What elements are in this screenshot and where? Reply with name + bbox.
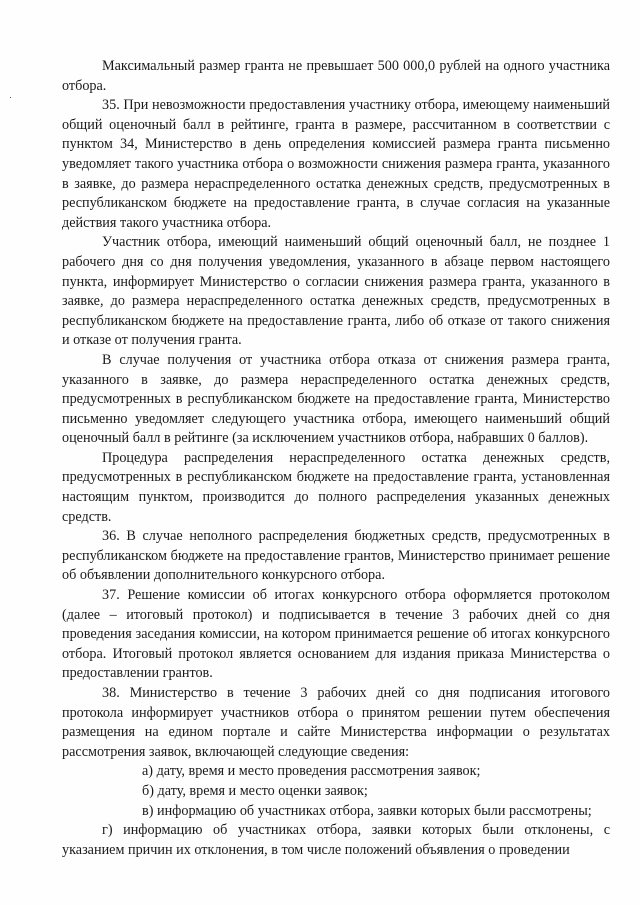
list-item-a: а) дату, время и место проведения рассмотрения заявок; <box>142 763 481 780</box>
list-item-g: г) информацию об участниках отбора, заявки которых были отклонены, с указанием причин их отклонения, в том числе положений объявления о проведении <box>62 822 610 858</box>
paragraph-participant-response: Участник отбора, имеющий наименьший общий оценочный балл, не позднее 1 рабочего дня со дня получения уведомления, указанного в абзаце первом настоящего пункта, информирует Министерство о согласии снижения размера гранта, указанного в заявке, до размера нераспределенного остатка денежных средств, предусмотренных в республиканском бюджете на предоставление гранта, либо об отказе от такого снижения и отказе от получения гранта. <box>62 234 610 349</box>
scan-speck <box>10 97 11 98</box>
paragraph-clause-37: 37. Решение комиссии об итогах конкурсного отбора оформляется протоколом (далее – итоговый протокол) и подписывается в течение 3 рабочих дней со дня проведения заседания комиссии, на котором принимается решение об итогах конкурсного отбора. Итоговый протокол является основанием для издания приказа Министерства о предоставлении грантов. <box>62 587 610 682</box>
list-item-v: в) информацию об участниках отбора, заявки которых были рассмотрены; <box>142 802 592 819</box>
paragraph-max-grant: Максимальный размер гранта не превышает 500 000,0 рублей на одного участника отбора. <box>62 58 610 94</box>
paragraph-clause-35: 35. При невозможности предоставления участнику отбора, имеющему наименьший общий оценочный балл в рейтинге, гранта в размере, рассчитанном в соответствии с пунктом 34, Министерство в день определения комиссией размера гранта письменно уведомляет такого участника отбора о возможности снижения размера гранта, указанного в заявке, до размера нераспределенного остатка денежных средств, предусмотренных в республиканском бюджете на предоставление гранта, в случае согласия на указанные действия такого участника отбора. <box>62 97 610 231</box>
paragraph-clause-38: 38. Министерство в течение 3 рабочих дней со дня подписания итогового протокола информирует участников отбора о принятом решении путем обеспечения размещения на едином портале и сайте Министерства информации о результатах рассмотрения заявок, включающей следующие сведения: <box>62 685 610 760</box>
paragraph-clause-36: 36. В случае неполного распределения бюджетных средств, предусмотренных в республиканском бюджете на предоставление грантов, Министерство принимает решение об объявлении дополнительного конкурсного отбора. <box>62 528 610 584</box>
paragraph-refusal-case: В случае получения от участника отбора отказа от снижения размера гранта, указанного в заявке, до размера нераспределенного остатка денежных средств, предусмотренных в республиканском бюджете на предоставление гранта, Министерство письменно уведомляет следующего участника отбора, имеющего наименьший общий оценочный балл в рейтинге (за исключением участников отбора, набравших 0 баллов). <box>62 351 610 447</box>
document-body <box>62 57 610 860</box>
paragraph-distribution-procedure: Процедура распределения нераспределенного остатка денежных средств, предусмотренных в республиканском бюджете на предоставление гранта, установленная настоящим пунктом, производится до полного распределения указанных денежных средств. <box>62 449 610 525</box>
list-item-b: б) дату, время и место оценки заявок; <box>142 782 368 799</box>
